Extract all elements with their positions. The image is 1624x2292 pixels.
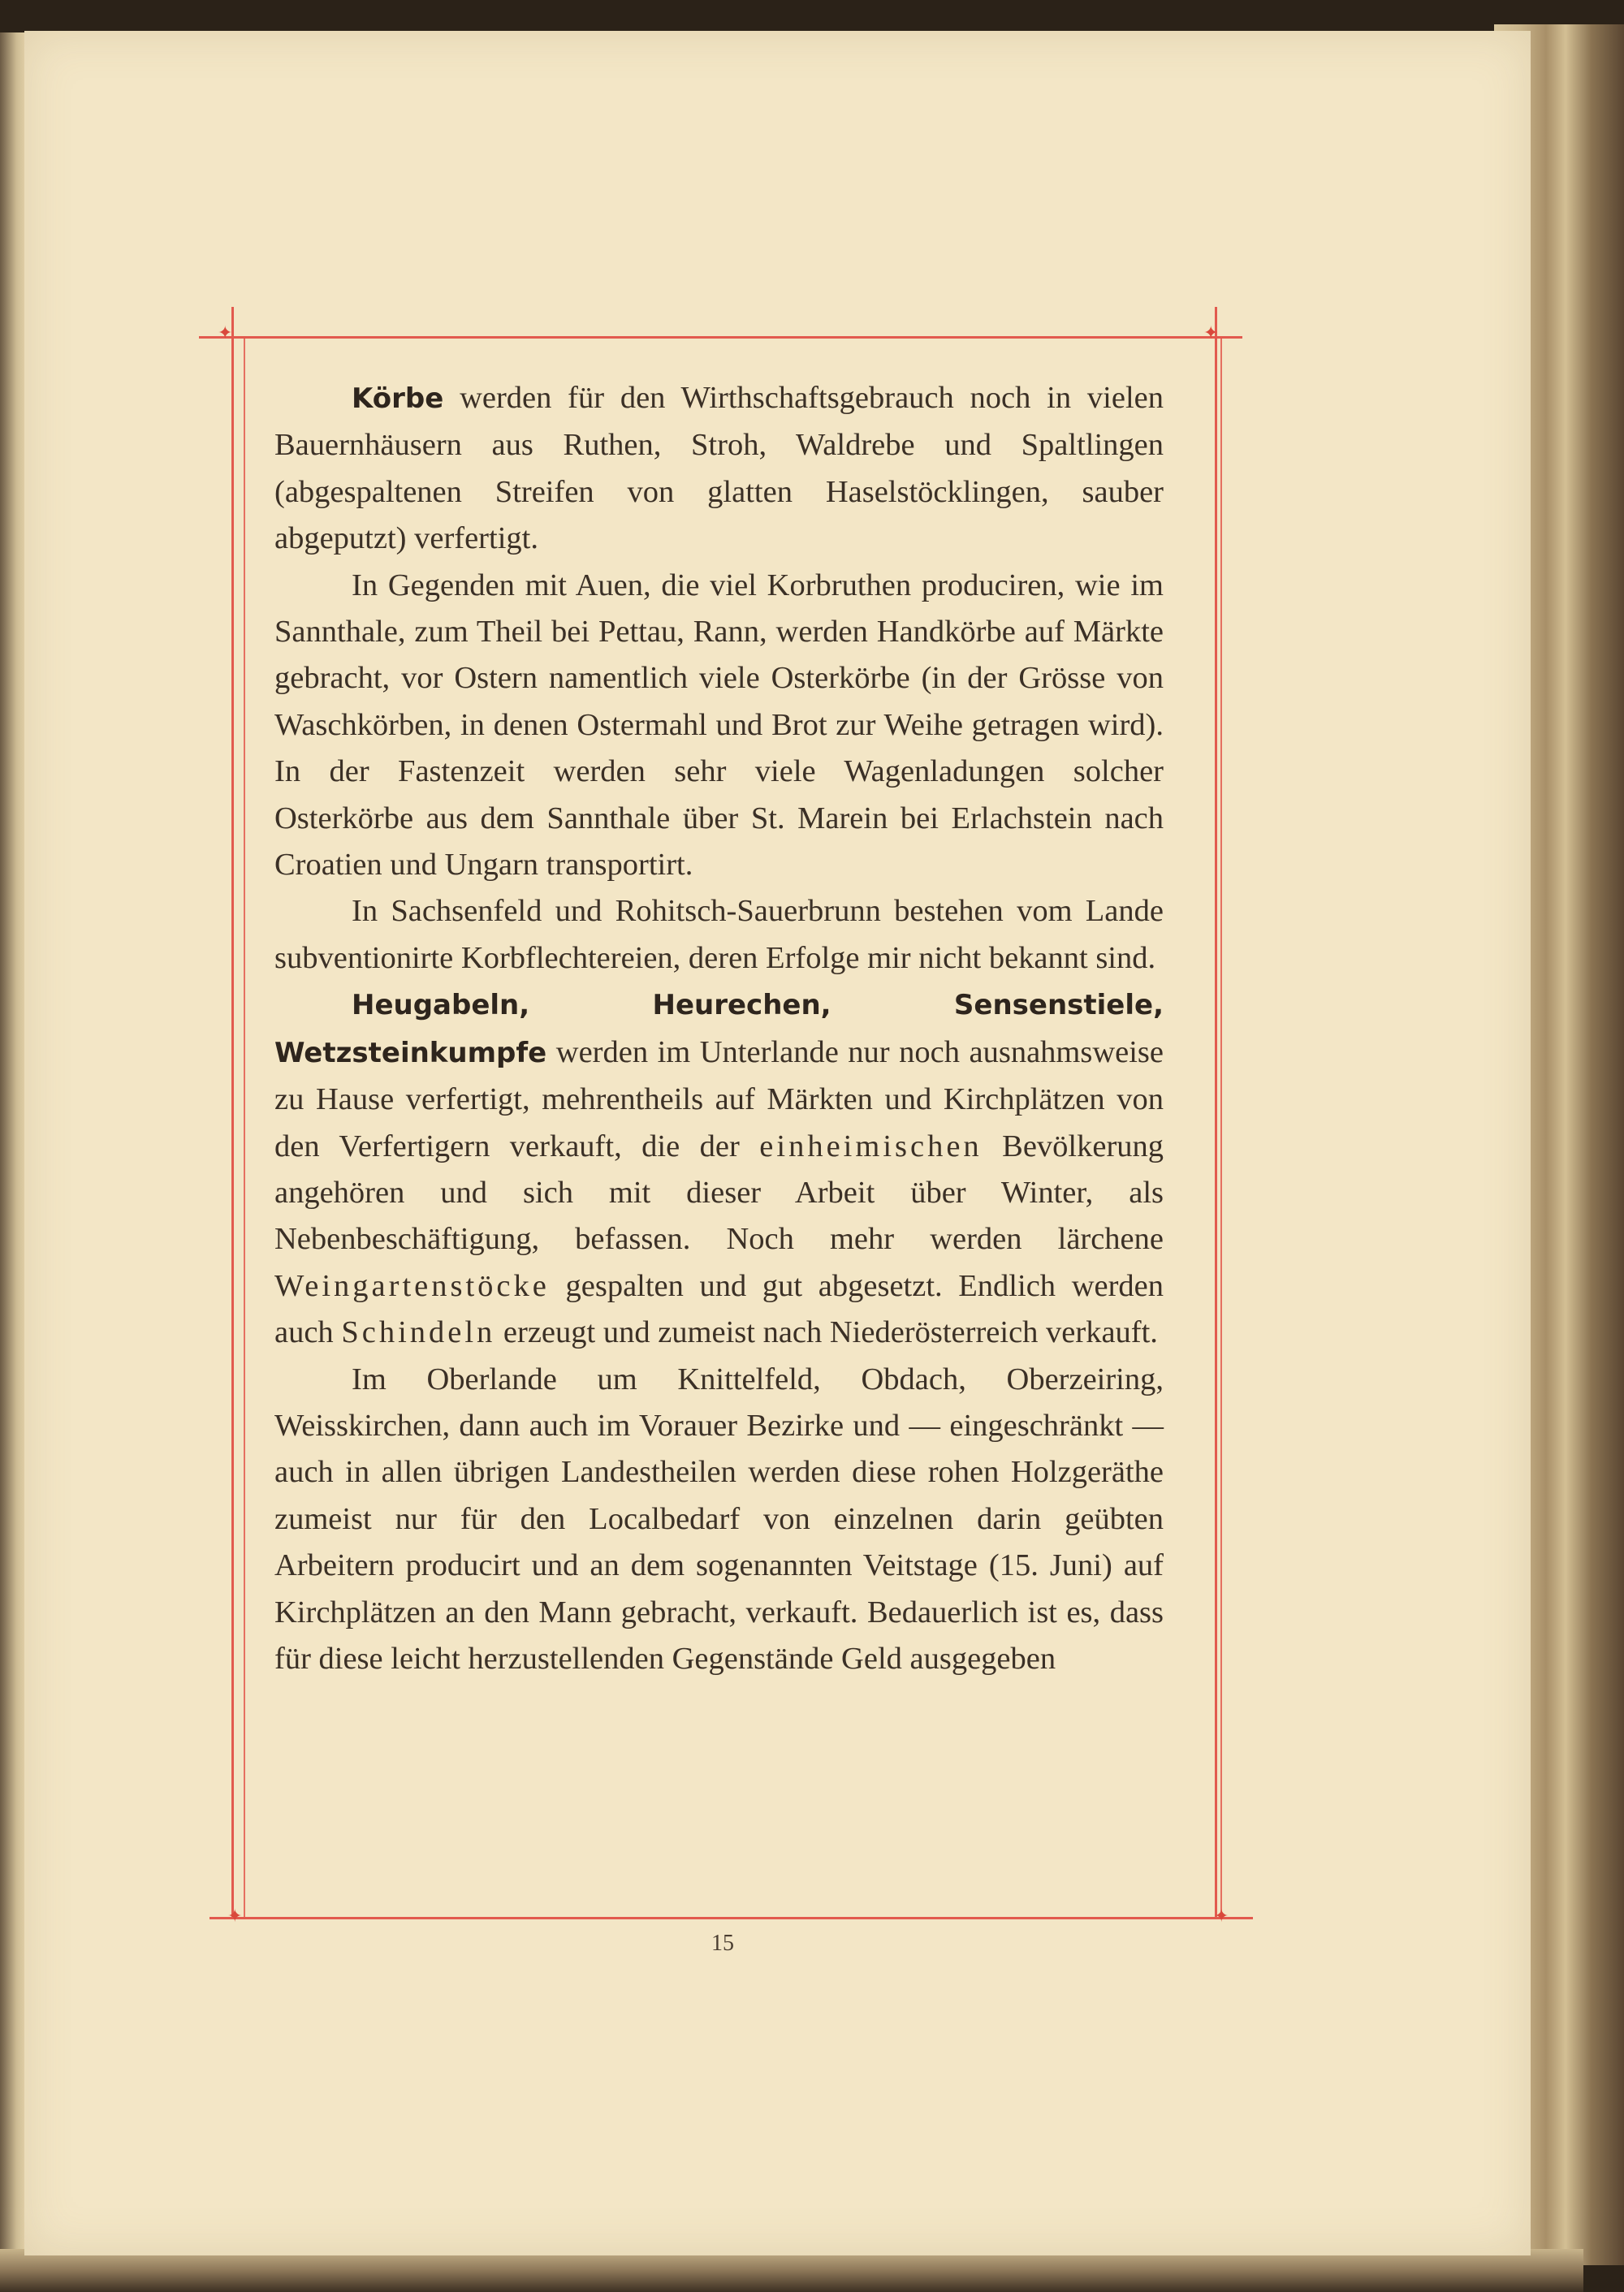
frame-left-line bbox=[231, 307, 234, 1919]
paragraph-2: In Gegenden mit Auen, die viel Korbruthen produciren, wie im Sannthale, zum Theil bei Pettau, Rann, werden Handkörbe auf Märkte gebracht, vor Ostern namentlich viele Osterkörbe (in der Grösse von Waschkörben, in denen Ostermahl und Brot zur Weihe getragen wird). In der Fastenzeit werden sehr viele Wagenladungen solcher Osterkörbe aus dem Sannthale über St. Marein bei Erlachstein nach Croatien und Ungarn transportirt. bbox=[274, 568, 1164, 883]
page-number: 15 bbox=[711, 1931, 734, 1956]
frame-right-line bbox=[1215, 307, 1217, 1919]
paragraph-4-emphasis-a: einheimischen bbox=[759, 1129, 983, 1163]
paragraph-4-emphasis-b: Weingartenstöcke bbox=[274, 1268, 550, 1303]
corner-ornament-bottom-right: ✦ bbox=[1214, 1906, 1229, 1927]
frame-bottom-line bbox=[209, 1917, 1253, 1919]
paragraph-4-text-a: werden im Unterlande nur noch ausnahmsweise zu Hause verfertigt, mehrentheils auf Märkten und Kirchplätzen von den Verfertigern verkauft, die der bbox=[274, 1034, 1164, 1163]
corner-ornament-bottom-left: ✦ bbox=[227, 1906, 243, 1927]
paragraph-5: Im Oberlande um Knittelfeld, Obdach, Oberzeiring, Weisskirchen, dann auch im Vorauer Bezirke und — eingeschränkt — auch in allen übrigen Landestheilen werden diese rohen Holzgeräthe zumeist nur für den Localbedarf von einzelnen darin geübten Arbeitern producirt und an dem sogenannten Veitstage (15. Juni) auf Kirchplätzen an den Mann gebracht, verkauft. Bedauerlich ist es, dass für diese leicht herzustellenden Gegenstände Geld ausgegeben bbox=[274, 1362, 1164, 1676]
paragraph-1-text: werden für den Wirthschaftsgebrauch noch in vielen Bauernhäusern aus Ruthen, Stroh, Waldrebe und Spaltlingen (abgespaltenen Streifen von glatten Haselstöcklingen, sauber abgeputzt) verfertigt. bbox=[274, 381, 1164, 556]
frame-inner-right-line bbox=[1220, 336, 1222, 1919]
paragraph-4 bbox=[274, 982, 1164, 1356]
corner-ornament-top-right: ✦ bbox=[1203, 323, 1219, 343]
paragraph-4-text-b: Bevölkerung angehören und sich mit dieser Arbeit über Winter, als Nebenbeschäftigung, befassen. Noch mehr werden lärchene bbox=[274, 1129, 1164, 1257]
paragraph-4-heading: Heugabeln, Heurechen, Sensenstiele, Wetzsteinkumpfe bbox=[274, 989, 1164, 1069]
frame-inner-left-line bbox=[244, 336, 245, 1919]
left-page-edge bbox=[0, 32, 28, 2257]
frame-top-line bbox=[199, 336, 1242, 339]
paragraph-4-text-c: gespalten und gut abgesetzt. Endlich werden auch bbox=[274, 1268, 1164, 1350]
paragraph-4-emphasis-c: Schindeln bbox=[341, 1315, 496, 1350]
paragraph-1-heading: Körbe bbox=[352, 382, 444, 415]
paragraph-3: In Sachsenfeld und Rohitsch-Sauerbrunn bestehen vom Lande subventionirte Korbflechtereien, deren Erfolge mir nicht bekannt sind. bbox=[274, 894, 1164, 975]
body-text bbox=[274, 375, 1164, 1682]
corner-ornament-top-left: ✦ bbox=[218, 323, 233, 343]
paragraph-1 bbox=[274, 375, 1164, 563]
paragraph-4-text-d: erzeugt und zumeist nach Niederösterreich verkauft. bbox=[495, 1315, 1158, 1350]
